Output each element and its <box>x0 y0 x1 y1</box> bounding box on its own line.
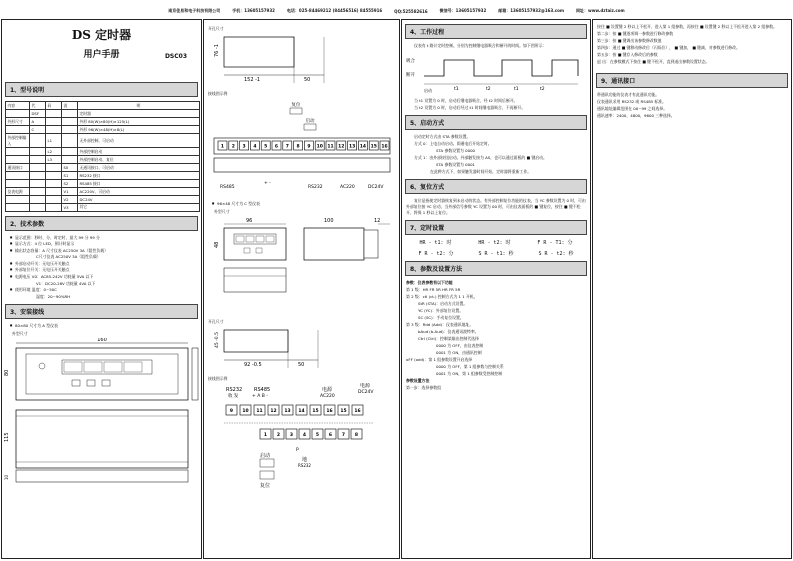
outline-label: 外型尺寸 <box>12 331 28 337</box>
wechat-id: 微信号：13605157932 <box>439 8 487 13</box>
param-item: oFF (odd)：第 1 组参数设置开启选择 <box>406 357 473 362</box>
type-c-wiring-diagram <box>204 383 399 493</box>
table-header-row: 内容 代 码 说 明 <box>6 102 200 110</box>
wiring-label-2: 接线图示例 <box>208 375 228 381</box>
svg-text:115: 115 <box>4 432 10 443</box>
list-item: ■ 外部复位开关：无电压开关触点 <box>10 267 198 274</box>
terminal-label: 16 <box>381 144 388 150</box>
svg-text:电源: 电源 <box>360 382 371 389</box>
list-item: C尺寸仪表 AC250V 3A（阻性负载） <box>36 254 101 260</box>
param-item: bAud (b.Aud)：仪表通讯波特率。 <box>418 329 479 334</box>
svg-text:100: 100 <box>324 217 334 224</box>
terminal-label: 1 <box>220 144 225 150</box>
telephone: 电话：025-84469212 (84456516) 84555916 <box>286 8 383 13</box>
section-heading-install: 3、安装接线 <box>5 304 198 319</box>
start-method-5: 在此种方式下，如果触发器时间开始，定时器将重新工作。 <box>430 169 532 174</box>
terminal-label: 7 <box>341 432 346 438</box>
type-c-cutout-drawing <box>204 326 399 374</box>
list-item: ■ 输出状态容量：A 尺寸仪表 AC250V 3A（阻性负载） <box>10 248 198 255</box>
terminal-label: 10 <box>316 144 323 150</box>
spec-list <box>10 235 198 301</box>
terminal-label: 11 <box>327 144 334 150</box>
start-method-3: 方式 1：由外部按钮启动。外部触发接为 AS，也可以通过面板的 ■ 键启动。 <box>414 155 547 160</box>
svg-text:80: 80 <box>4 369 10 377</box>
list-item: ■ 显示方式：4 位 LED，倒计时显示 <box>10 241 198 248</box>
terminal-label: 16 <box>354 408 361 414</box>
svg-text:RS232: RS232 <box>298 462 311 468</box>
website-url: 网址：www.dztaiz.com <box>576 8 625 13</box>
model-number: DSC03 <box>164 53 187 60</box>
terminal-label: 15 <box>370 144 377 150</box>
list-item: ■ 使用环境 温度：0~50C <box>10 287 198 294</box>
type-a-outline-drawing <box>2 338 201 488</box>
svg-text:+ A B -: + A B - <box>252 393 268 399</box>
qq-number: QQ:525582616 <box>394 8 428 14</box>
section-heading-model: 1、型号说明 <box>5 82 198 97</box>
terminal-label: 3 <box>289 432 294 438</box>
param-item: 0001 为 ON，由通讯控制 <box>436 350 482 355</box>
svg-text:RS232: RS232 <box>308 185 323 190</box>
setting-step-3: 第三步：按 ■ 键调出该参数修改数值 <box>597 38 662 43</box>
terminal-label: 5 <box>264 144 268 150</box>
install-note: ■ 80×80 尺寸为 A 型仪表 <box>10 323 198 330</box>
terminal-label: 10 <box>242 408 249 414</box>
terminal-label: 9 <box>229 408 234 414</box>
param-item: 0001 为 ON，第 1 组参数受控制控制 <box>436 371 503 376</box>
terminal-label: 8 <box>354 432 359 438</box>
terminal-label: 13 <box>284 408 291 414</box>
param-item: 第 3 级：Rdd (Add)：仪表通讯地址。 <box>406 322 474 327</box>
company-name: 南京佳易和电子科技有限公司 <box>168 8 221 13</box>
type-c-outline-drawing <box>204 216 399 296</box>
svg-text:RS232: RS232 <box>226 386 243 393</box>
section-heading-parameters: 8、参数及设置方法 <box>405 261 587 276</box>
page-column-4 <box>592 19 792 559</box>
settings-row-1: HR - t1: 时 HR - t2: 时 F R - T1: 分 <box>419 240 573 246</box>
svg-text:t1: t1 <box>514 87 519 92</box>
terminal-label: 4 <box>253 144 257 150</box>
svg-text:地: 地 <box>302 456 308 463</box>
svg-text:12: 12 <box>374 217 381 224</box>
terminal-label: 16 <box>326 408 333 414</box>
svg-text:92 -0.5: 92 -0.5 <box>244 361 262 368</box>
svg-text:复位: 复位 <box>291 103 301 108</box>
svg-text:152 -1: 152 -1 <box>244 77 261 83</box>
section-heading-timer-settings: 7、定时设置 <box>405 220 587 235</box>
step-1: 第一步：选择参数组 <box>406 385 442 390</box>
parameter-heading: 参数：仪表参数有以下功能 <box>406 280 453 285</box>
side-view-outline <box>16 410 188 468</box>
svg-text:启动: 启动 <box>305 119 315 124</box>
page-column-3 <box>401 19 591 559</box>
svg-text:收 发: 收 发 <box>228 393 239 399</box>
terminal-label: 2 <box>231 144 235 150</box>
svg-text:复位: 复位 <box>260 482 271 489</box>
table-row: S2 RS485 接口 <box>6 180 200 188</box>
table-row: DSF 定时器 <box>6 110 200 118</box>
mobile-phone: 手机：13605157932 <box>232 8 275 13</box>
svg-text:AC220: AC220 <box>340 185 355 190</box>
terminal-label: 7 <box>285 144 289 150</box>
terminal-label: 13 <box>348 144 356 150</box>
settings-row-2: F R - t2: 分 S R - t1: 秒 S R - t2: 秒 <box>418 251 574 257</box>
header-contact-bar <box>0 6 793 16</box>
section-heading-start-method: 5、启动方式 <box>405 115 587 130</box>
document-subtitle: 用户手册 <box>83 50 120 60</box>
list-item: ■ 外部启动开关：无电压开关触点 <box>10 261 198 268</box>
setting-step-4: 第四步：通过 ■ 键移动修改位（闪烁位）， ■ 键加， ■ 键减，对参数进行修改。 <box>597 45 740 50</box>
terminal-label: 12 <box>338 144 345 150</box>
terminal-label: 9 <box>307 144 311 150</box>
type-a-wiring-diagram <box>204 98 399 198</box>
svg-text:启动: 启动 <box>424 88 432 93</box>
email-address: 邮箱：13605157932@163.com <box>498 8 565 13</box>
table-row: 仪表电源 V1 AC220V、可启动 <box>6 188 200 196</box>
start-method-1: 方式 0：上电自动启动。即通电后开始定时。 <box>414 141 492 146</box>
terminal-label: 11 <box>256 408 263 414</box>
terminal-label: 4 <box>302 432 307 438</box>
list-item: 湿度：20~90%RH <box>36 293 71 299</box>
cutout-label: 开孔尺寸 <box>208 26 224 31</box>
outline-label-2: 外型尺寸 <box>214 208 230 214</box>
param-setting-heading: 参数设置方法 <box>406 378 430 383</box>
terminal-label: 14 <box>298 408 305 414</box>
section-heading-work-process: 4、工作过程 <box>405 24 587 39</box>
comm-line: 带通讯功能的仪表才有此通讯功能。 <box>597 92 660 97</box>
table-row: L2 外部控制启动 <box>6 148 200 156</box>
svg-text:P: P <box>296 447 299 453</box>
table-row: V2 DC24V <box>6 196 200 204</box>
list-item: ■ 显示范围：秒时、分、时定时，最大 99 分 99 分 <box>10 235 198 242</box>
svg-text:断开: 断开 <box>406 73 415 78</box>
svg-text:+ -: + - <box>264 181 271 186</box>
start-method-4: STA 参数设置为 0001 <box>436 162 476 167</box>
type-a-cutout-drawing <box>204 33 399 89</box>
reset-description: 复位是指使定时器恢复到未启动的状态。有外部控制复位功能的仪表，当 YC 参数设置为 0 时，可由外部复位接 YC 启动，当外部信号参数 YC 设置为 00 时，可由仪表面板的 ■ 键复位，按住 ■ 键不松开，将保 1 秒以上复位。 <box>406 198 586 215</box>
page-column-2 <box>203 19 400 559</box>
cutout-label-2: 开孔尺寸 <box>208 318 224 324</box>
param-item: YC (YC)：外部复位设置。 <box>418 308 464 313</box>
timing-note-2: 当 t2 设置为 0 时，启动后经过 t1 时间继电器吸合，不再断开。 <box>414 105 526 110</box>
param-item: 0000 为 OFF，第 1 组参数与控制关系 <box>436 364 504 369</box>
param-item: Ctrl (Ctrl)：控制某输出控制代选择 <box>418 336 479 341</box>
table-row: V3 其它 <box>6 203 200 211</box>
terminal-label: 2 <box>276 432 281 438</box>
terminal-label: 15 <box>312 408 319 414</box>
param-item: 第 2 级：ctl (ct.) 控制方式为 1 1 开机。 <box>406 294 478 299</box>
table-row: 通讯接口 S0 无通讯接口、可启动 <box>6 164 200 172</box>
section-heading-communication: 9、通讯接口 <box>596 73 788 88</box>
terminal-block-bottom <box>260 429 362 439</box>
timing-diagram <box>402 50 588 96</box>
param-item: StR (STA)：启动方式设置。 <box>418 301 468 306</box>
svg-text:吸合: 吸合 <box>406 59 415 64</box>
comm-line: 通讯地址编辑范围在 00~99 之间选择。 <box>597 106 668 111</box>
terminal-label: 15 <box>340 408 347 414</box>
param-item: 第 1 级：HR FR 5R HR FR 5R <box>406 287 461 292</box>
svg-text:50: 50 <box>298 361 305 368</box>
table-row: 外部控制输入 L1 无外部控制、可启动 <box>6 134 200 148</box>
svg-text:96: 96 <box>246 217 253 224</box>
document-title: DS 定时器 <box>71 28 132 42</box>
param-item: SC (SC)：手动复位设置。 <box>418 315 464 320</box>
svg-text:t1: t1 <box>454 87 459 92</box>
terminal-label: 12 <box>270 408 277 414</box>
list-item: V1：DC20-28V 功耗量 4VA 以下 <box>36 280 96 286</box>
work-description: 仪表有 t 路计定时控制。分别为控制继电器吸合和断开的时间。如下图所示： <box>414 43 547 48</box>
svg-text:DC24V: DC24V <box>368 185 384 190</box>
table-row: 外形尺寸 A 外形 80(W)×80(H)×125(L) <box>6 118 200 126</box>
terminal-label: 3 <box>242 144 246 150</box>
terminal-label: 6 <box>328 432 333 438</box>
svg-text:RS485: RS485 <box>254 386 271 393</box>
terminal-label: 14 <box>359 144 367 150</box>
svg-text:45 -0.5: 45 -0.5 <box>215 331 220 348</box>
svg-text:76 -1: 76 -1 <box>214 44 220 57</box>
svg-text:t2: t2 <box>540 87 545 92</box>
c-type-note: ■ 96×48 尺寸为 C 型仪表 <box>212 201 396 208</box>
svg-text:t2: t2 <box>486 87 491 92</box>
svg-text:RS485: RS485 <box>220 185 235 190</box>
svg-text:AC220: AC220 <box>320 393 335 399</box>
svg-text:48: 48 <box>214 241 220 248</box>
start-method-2: STA 参数设置为 0000 <box>436 148 476 153</box>
table-row: C 外形 96(W)×48(H)×8(L) <box>6 126 200 134</box>
table-row: L3 外部控制启动、复位 <box>6 156 200 164</box>
svg-text:DC24V: DC24V <box>358 389 374 395</box>
list-item: ■ 电源电压 V0：AC85-242V 功耗量 5VA 以下 <box>10 274 198 281</box>
wiring-label: 接线图示例 <box>208 91 228 96</box>
dim-width-160: 160 <box>97 338 107 344</box>
section-heading-reset-method: 6、复位方式 <box>405 179 587 194</box>
page-column-1 <box>1 19 202 559</box>
terminal-label: 6 <box>274 144 279 150</box>
comm-line: 仪表通讯采用 RS232 或 RS485 标准。 <box>597 99 667 104</box>
terminal-block-top <box>226 405 363 415</box>
svg-text:50: 50 <box>304 77 311 83</box>
svg-text:启动: 启动 <box>260 452 271 459</box>
setting-step-intro: 按住 ■ 设置键 2 秒以上不松开，进入第 1 组参数，再按住 ■ 设置键 2 秒以上不松开进入第 2 组参数。 <box>597 24 777 29</box>
terminal-label: 1 <box>263 432 268 438</box>
param-item: 0000 为 OFF，由仪表控制 <box>436 343 484 348</box>
led-display <box>234 234 276 244</box>
table-row: S1 RS232 接口 <box>6 172 200 180</box>
terminal-label: 8 <box>296 144 300 150</box>
setting-step-2: 第二步：按 ■ 键逐项调一参数进行修改参数 <box>597 31 674 36</box>
svg-text:10: 10 <box>4 474 9 481</box>
start-method-0: 启动定时方式由 STA 参数设置。 <box>414 134 471 139</box>
comm-line: 通讯速率：2400，4800，9600 三种选择。 <box>597 113 675 118</box>
svg-text:电源: 电源 <box>322 386 333 393</box>
setting-step-5: 第五步：按 ■ 键存入修改后的参数 <box>597 52 658 57</box>
terminal-label: 5 <box>315 432 320 438</box>
section-heading-specs: 2、技术参数 <box>5 216 198 231</box>
model-code-table <box>5 101 200 212</box>
setting-exit: 退 出：在参数模式下按住 ■ 键不松开，直到退出参数设置状态。 <box>597 59 710 64</box>
timing-note-1: 当 t1 设置为 0 时，启动后继电器吸合，经 t2 时间后断开。 <box>414 98 518 103</box>
